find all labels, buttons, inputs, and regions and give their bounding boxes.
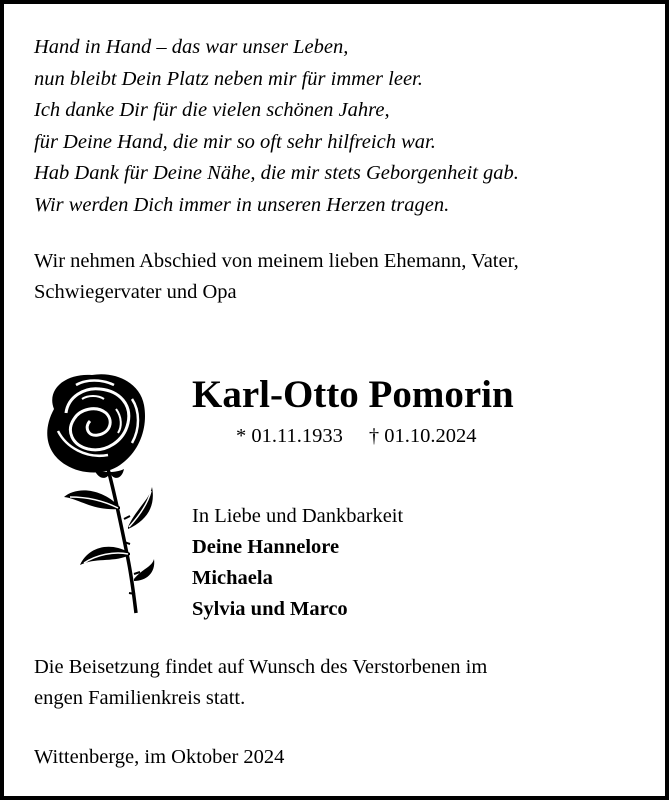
death-date: † 01.10.2024	[368, 425, 477, 447]
poem-line: Hab Dank für Deine Nähe, die mir stets Geborgenheit gab.	[34, 162, 519, 184]
poem-line: für Deine Hand, die mir so oft sehr hilfreich war.	[34, 130, 436, 153]
place-and-date: Wittenberge, im Oktober 2024	[34, 746, 285, 768]
intro-line: Wir nehmen Abschied von meinem lieben Ehemann, Vater,	[34, 250, 519, 272]
farewell-intro	[34, 246, 519, 308]
mourner-name: Michaela	[192, 567, 273, 589]
funeral-line: engen Familienkreis statt.	[34, 687, 246, 709]
funeral-line: Die Beisetzung findet auf Wunsch des Verstorbenen im	[34, 656, 488, 678]
intro-line: Schwiegervater und Opa	[34, 281, 237, 303]
poem	[34, 32, 519, 221]
poem-line: nun bleibt Dein Platz neben mir für immer leer.	[34, 67, 423, 90]
rose-leaf	[134, 559, 154, 581]
birth-date: * 01.11.1933	[236, 425, 343, 447]
rose-leaf	[128, 487, 153, 529]
mourners	[192, 501, 403, 625]
poem-line: Hand in Hand – das war unser Leben,	[34, 36, 349, 58]
rose-icon	[36, 369, 156, 617]
mourner-name: Sylvia und Marco	[192, 598, 348, 620]
poem-line: Wir werden Dich immer in unseren Herzen tragen.	[34, 193, 450, 216]
deceased-name: Karl-Otto Pomorin	[192, 373, 514, 416]
life-dates	[236, 422, 477, 450]
mourner-name: Deine Hannelore	[192, 536, 340, 558]
rose-stem	[108, 469, 136, 613]
mourners-intro: In Liebe und Dankbarkeit	[192, 505, 404, 527]
rose-leaf	[80, 547, 130, 565]
poem-line: Ich danke Dir für die vielen schönen Jahre,	[34, 99, 390, 121]
funeral-notice	[34, 652, 487, 714]
